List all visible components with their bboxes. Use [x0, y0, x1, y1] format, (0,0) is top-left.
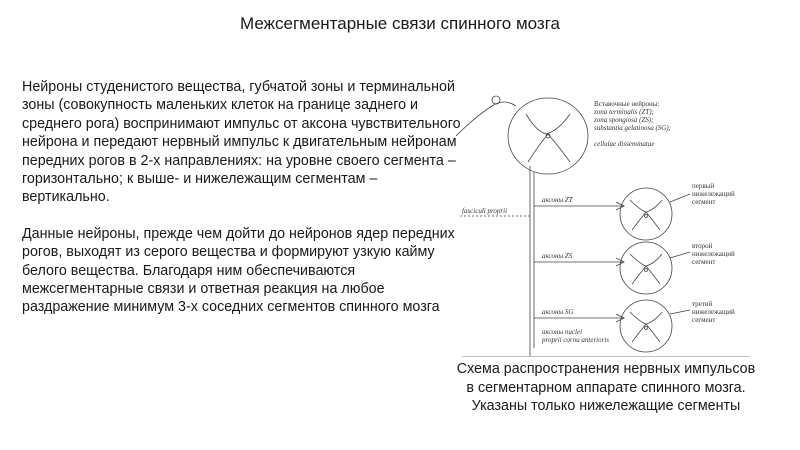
insert-neurons-label-1: Вставочные нейроны: — [594, 100, 660, 108]
slide-title: Межсегментарные связи спинного мозга — [240, 14, 560, 33]
body-text — [22, 78, 462, 335]
axons-nuclei-label-1: аксоны nuclei — [542, 328, 583, 336]
top-cross-section — [508, 98, 588, 174]
segment-1-label-1: первый — [692, 182, 715, 190]
caption-divider — [462, 356, 750, 357]
segment-2-label-2: нижележащий — [692, 250, 735, 258]
axons-sg-label: аксоны SG — [542, 308, 574, 316]
insert-neurons-label-4: substantia gelatinosa (SG); — [594, 124, 671, 132]
segment-1-label-2: нижележащий — [692, 190, 735, 198]
segment-2-label-1: второй — [692, 242, 713, 250]
axons-nuclei-label-2: proprii cornu anterioris — [542, 336, 610, 344]
paragraph-2: Данные нейроны, прежде чем дойти до нейронов ядер передних рогов, выходят из серого вещества и формируют узкую кайму белого вещества. Благодаря ним обеспечиваются межсегментарные связи и ответная реакция на любое раздражение минимум 3-х соседних сегментов спинного мозга — [22, 225, 455, 316]
insert-neurons-label-2: zona terminalis (ZT); — [594, 108, 654, 116]
segment-3-label-3: сегмент — [692, 316, 716, 324]
segment-1-label-3: сегмент — [692, 198, 716, 206]
insert-neurons-label-3: zona spongiosa (ZS); — [594, 116, 654, 124]
paragraph-1: Нейроны студенистого вещества, губчатой зоны и терминальной зоны (совокупность маленьких клеток на границе заднего и среднего рога) воспринимают импульс от аксона чувствительного нейрона и передают нервный импульс к двигательным нейронам передних рогов в 2-х направлениях: на уровне своего сегмента – горизонтально; к выше- и нижележащим сегментам – вертикально. — [22, 79, 461, 206]
spinal-segments-diagram — [456, 76, 761, 356]
third-segment-section — [620, 300, 672, 352]
diagram-caption: Схема распространения нервных импульсов в сегментарном аппарате спинного мозга. Указаны только нижележащие сегменты — [456, 361, 756, 414]
insert-neurons-label-5: cellulae disseminatae — [594, 140, 655, 148]
fasciculi-label: fasciculi proprii — [462, 207, 508, 215]
first-segment-section — [620, 188, 672, 240]
segment-2-label-3: сегмент — [692, 258, 716, 266]
axons-zs-label: аксоны ZS — [542, 252, 573, 260]
second-segment-section — [620, 242, 672, 294]
segment-3-label-1: третий — [692, 300, 713, 308]
axons-zt-label: аксоны ZT — [542, 196, 573, 204]
segment-3-label-2: нижележащий — [692, 308, 735, 316]
